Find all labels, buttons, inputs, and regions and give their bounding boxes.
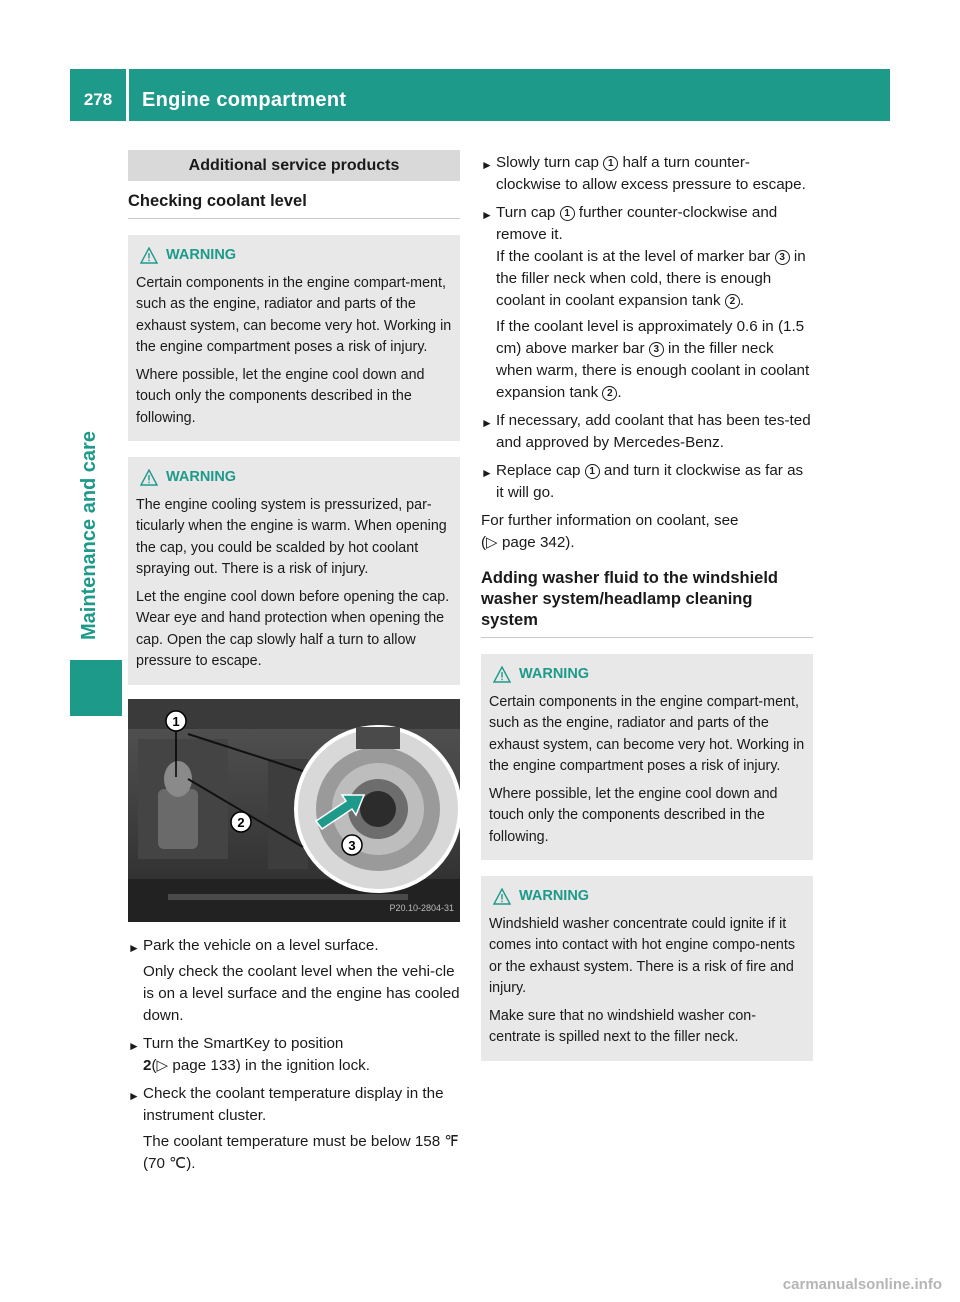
page-title: Engine compartment (142, 89, 347, 111)
instruction-step: ► Turn cap 1 further counter-clockwise and remove it. If the coolant is at the level of marker bar 3 in the filler neck when cold, there is enough coolant in coolant expansion tank 2 . If the coolant level is approximately 0.6 in (1.5 cm) above marker bar 3 in the filler neck when warm, there is enough coolant in coolant expansion tank 2 . (481, 202, 813, 404)
warning-title: WARNING (136, 245, 452, 267)
warning-text: The engine cooling system is pressurized, par-ticularly when the engine is warm. When opening the cap, you could be scalded by hot coolant spraying out. There is a risk of injury. (136, 496, 447, 577)
callout-1 (166, 711, 186, 731)
marker-1: 1 (585, 464, 600, 479)
svg-text:3: 3 (348, 837, 356, 853)
instruction-step: ► Park the vehicle on a level surface. Only check the coolant level when the vehi-cle is on a level surface and the engine has cooled down. (128, 935, 460, 1027)
warning-title: WARNING (489, 886, 805, 908)
warning-title: WARNING (136, 467, 452, 489)
warning-text: Where possible, let the engine cool down and touch only the components described in the following. (136, 366, 425, 426)
marker-3: 3 (775, 250, 790, 265)
sub-heading: Adding washer fluid to the windshield washer system/headlamp cleaning system (481, 568, 813, 638)
svg-text:1: 1 (172, 713, 180, 729)
warning-text: Windshield washer concentrate could ignite if it comes into contact with hot engine compo-nents or the exhaust system. There is a risk of fire and injury. (489, 915, 795, 996)
marker-2: 2 (725, 294, 740, 309)
marker-1: 1 (603, 156, 618, 171)
warning-text: Certain components in the engine compart-ment, such as the engine, radiator and parts of the exhaust system, can become very hot. Working in the engine compartment poses a risk of injury. (136, 274, 452, 355)
side-section-label: Maintenance and care (78, 431, 100, 640)
arrow-bullet-icon: ► (481, 466, 493, 480)
arrow-bullet-icon: ► (128, 940, 140, 955)
page-number: 278 (83, 90, 113, 109)
photo-code: P20.10-2804-31 (389, 902, 454, 913)
arrow-bullet-icon: ► (481, 208, 493, 222)
arrow-bullet-icon: ► (481, 158, 493, 172)
section-heading: Additional service products (128, 150, 460, 181)
marker-2: 2 (602, 386, 617, 401)
warning-triangle-icon (493, 888, 511, 905)
arrow-bullet-icon: ► (481, 416, 493, 430)
instruction-step: ► Turn the SmartKey to position 2(▷ page 133) in the ignition lock. (128, 1033, 460, 1077)
header-separator (126, 69, 129, 121)
watermark: carmanualsonline.info (782, 1276, 942, 1293)
further-info: For further information on coolant, see (▷ page 342). (481, 512, 739, 551)
warning-text: Let the engine cool down before opening the cap. Wear eye and hand protection when opening the cap. Open the cap slowly half a turn to allow pressure to escape. (136, 588, 450, 669)
warning-text: Certain components in the engine compart-ment, such as the engine, radiator and parts of the exhaust system, can become very hot. Working in the engine compartment poses a risk of injury. (489, 693, 805, 774)
arrow-bullet-icon: ► (128, 1038, 140, 1053)
warning-box (481, 876, 813, 1061)
left-column (128, 150, 460, 1175)
marker-1: 1 (560, 206, 575, 221)
arrow-bullet-icon: ► (128, 1088, 140, 1103)
instruction-step: ► Replace cap 1 and turn it clockwise as far as it will go. (481, 460, 813, 504)
warning-title: WARNING (489, 664, 805, 686)
warning-box (128, 457, 460, 685)
warning-triangle-icon (493, 666, 511, 683)
warning-triangle-icon (140, 469, 158, 486)
sub-heading: Checking coolant level (128, 190, 460, 219)
callout-3 (342, 835, 362, 855)
right-column (481, 150, 813, 1061)
engine-compartment-photo (128, 699, 460, 922)
svg-text:2: 2 (237, 814, 245, 830)
instruction-step: ► If necessary, add coolant that has been tes-ted and approved by Mercedes-Benz. (481, 410, 813, 454)
warning-box (128, 235, 460, 441)
warning-text: Make sure that no windshield washer con-centrate is spilled next to the filler neck. (489, 1007, 757, 1045)
marker-3: 3 (649, 342, 664, 357)
instruction-step: ► Slowly turn cap 1 half a turn counter-clockwise to allow excess pressure to escape. (481, 152, 813, 196)
instruction-step: ► Check the coolant temperature display in the instrument cluster. The coolant temperature must be below 158 ℉ (70 ℃). (128, 1083, 460, 1175)
callout-2 (231, 812, 251, 832)
side-tab-block (70, 660, 122, 716)
warning-triangle-icon (140, 247, 158, 264)
warning-box (481, 654, 813, 860)
warning-text: Where possible, let the engine cool down and touch only the components described in the following. (489, 785, 778, 845)
